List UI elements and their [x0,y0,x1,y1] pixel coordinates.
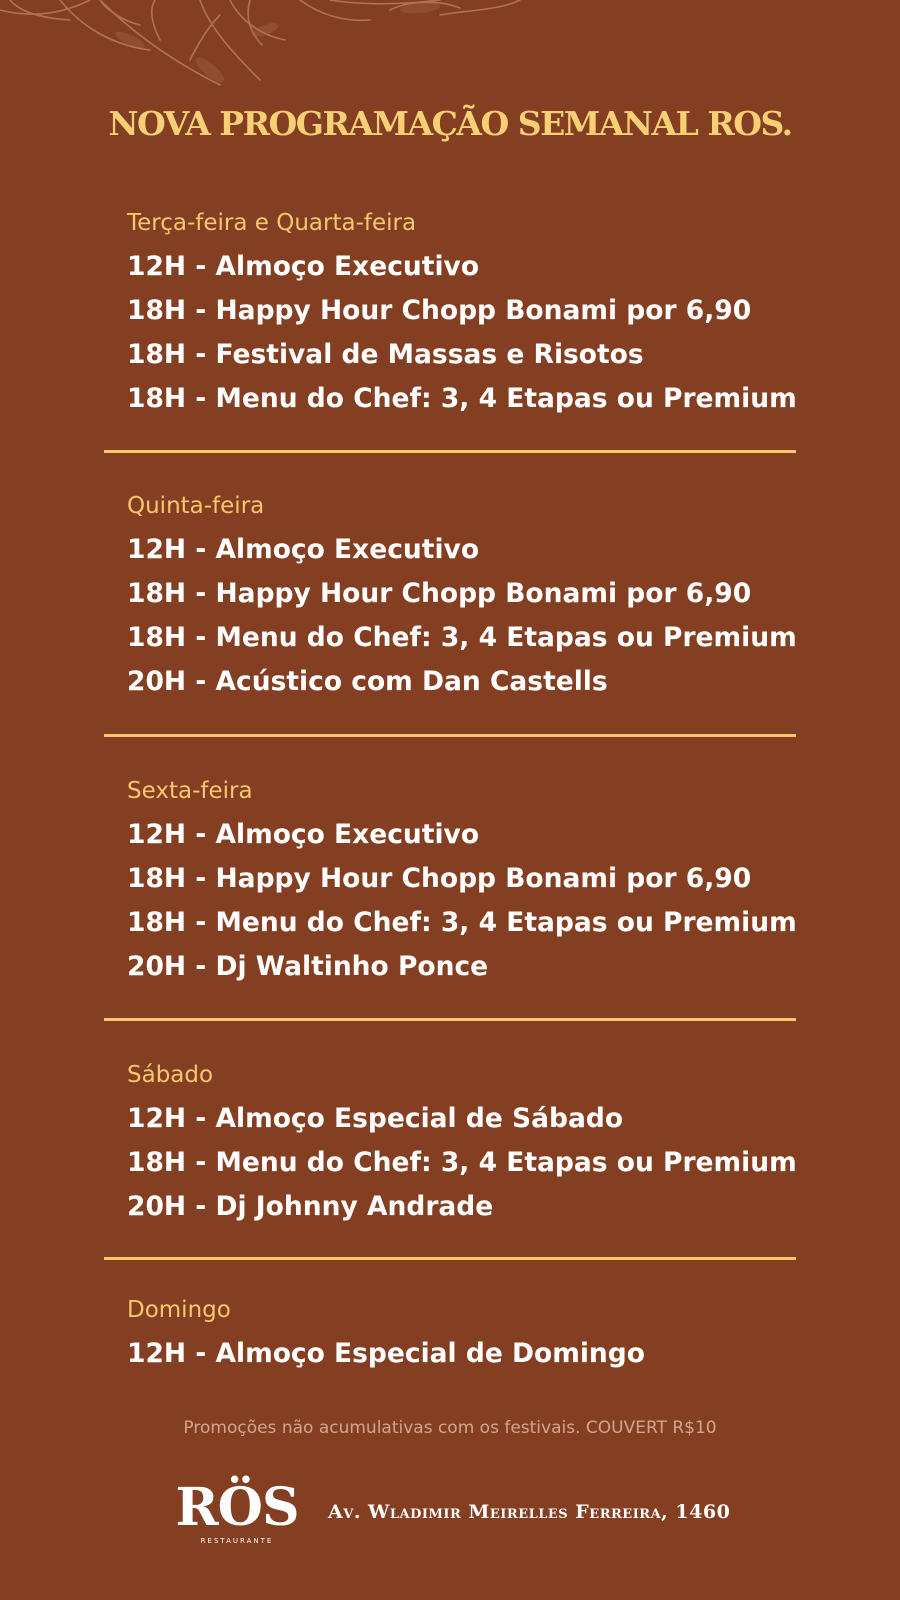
event-item: 20H - Dj Waltinho Ponce [127,951,489,982]
event-item: 12H - Almoço Especial de Domingo [127,1338,645,1369]
section-divider [104,1018,796,1021]
event-item: 18H - Happy Hour Chopp Bonami por 6,90 [127,295,752,326]
day-heading: Sábado [127,1062,214,1088]
day-heading: Terça-feira e Quarta-feira [127,210,417,236]
day-section-quinta [127,488,827,704]
section-divider [104,450,796,453]
event-item: 18H - Happy Hour Chopp Bonami por 6,90 [127,578,752,609]
event-item: 18H - Menu do Chef: 3, 4 Etapas ou Premium [127,622,797,653]
event-item: 18H - Menu do Chef: 3, 4 Etapas ou Premium [127,383,797,414]
day-section-sexta [127,773,827,989]
address: Av. Wladimir Meirelles Ferreira, 1460 [328,1501,731,1523]
day-section-domingo [127,1292,827,1376]
day-heading: Quinta-feira [127,493,265,519]
decorative-leaves-illustration [0,0,540,100]
day-heading: Sexta-feira [127,778,253,804]
event-item: 18H - Menu do Chef: 3, 4 Etapas ou Premium [127,907,797,938]
event-item: 20H - Acústico com Dan Castells [127,666,608,697]
event-item: 12H - Almoço Executivo [127,534,480,565]
event-item: 18H - Happy Hour Chopp Bonami por 6,90 [127,863,752,894]
section-divider [104,734,796,737]
section-divider [104,1257,796,1260]
event-item: 18H - Festival de Massas e Risotos [127,339,644,370]
event-item: 20H - Dj Johnny Andrade [127,1191,494,1222]
event-item: 18H - Menu do Chef: 3, 4 Etapas ou Premium [127,1147,797,1178]
logo-mark: RÖS [175,1477,299,1538]
event-item: 12H - Almoço Executivo [127,251,480,282]
day-section-sabado [127,1057,827,1229]
day-section-terca-quarta [127,205,827,421]
page-title: NOVA PROGRAMAÇÃO SEMANAL ROS. [108,104,792,143]
event-item: 12H - Almoço Executivo [127,819,480,850]
event-item: 12H - Almoço Especial de Sábado [127,1103,624,1134]
ros-logo [172,1477,302,1552]
promo-note: Promoções não acumulativas com os festivais. COUVERT R$10 [183,1418,717,1438]
logo-subtitle: RESTAURANTE [200,1537,274,1545]
day-heading: Domingo [127,1297,231,1323]
